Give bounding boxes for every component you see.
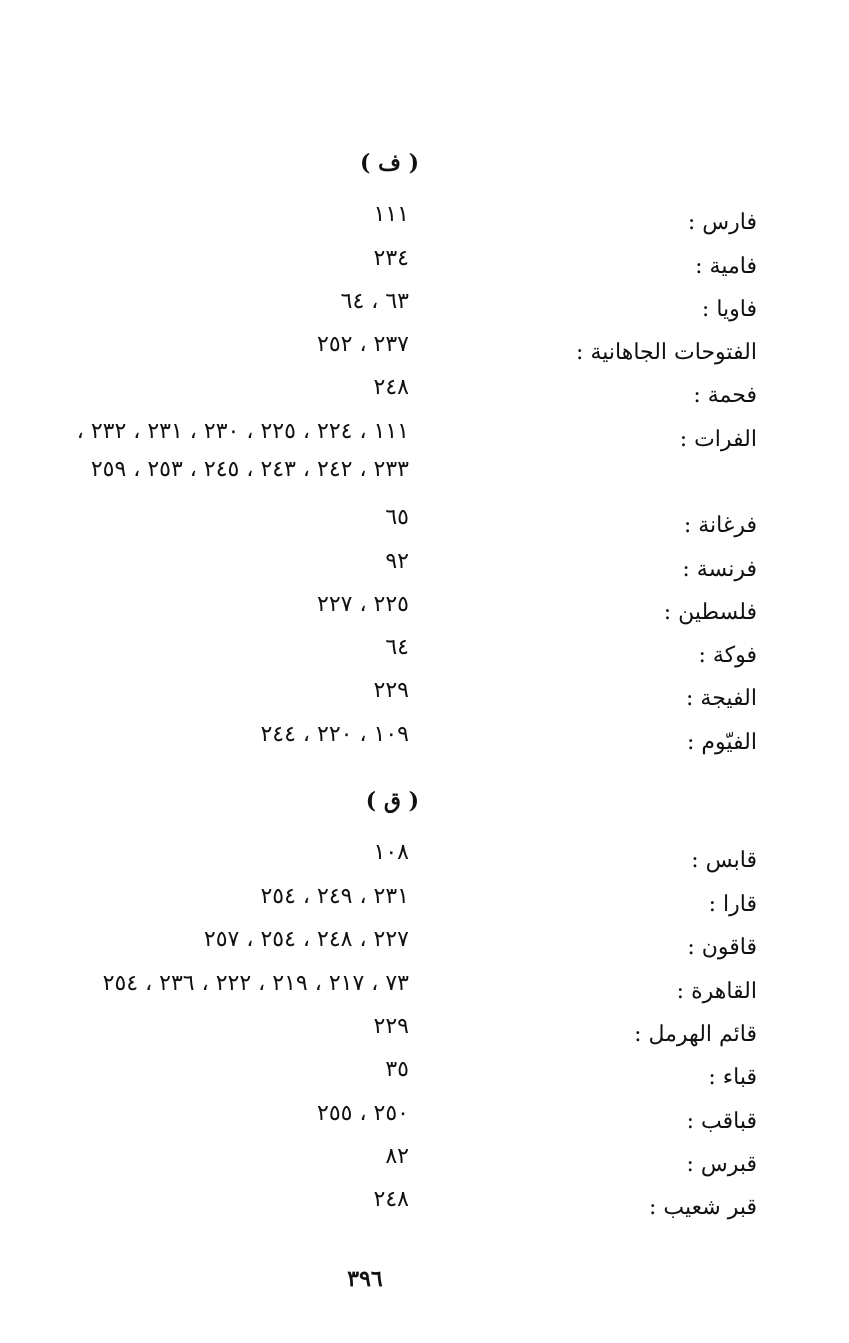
place-name: الفتوحات الجاهانية :: [576, 340, 757, 365]
place-name: قاقون :: [687, 935, 757, 960]
index-entry: [0, 678, 849, 716]
page-refs: ٧٣ ، ٢١٧ ، ٢١٩ ، ٢٢٢ ، ٢٣٦ ، ٢٥٤: [102, 971, 409, 996]
place-name: قبرس :: [686, 1152, 757, 1177]
section-heading-qaf: ( ق ): [365, 788, 419, 814]
index-entry: [0, 722, 849, 760]
place-name: فحمة :: [693, 383, 757, 408]
page-refs: ١١١ ، ٢٢٤ ، ٢٢٥ ، ٢٣٠ ، ٢٣١ ، ٢٣٢ ،: [76, 419, 409, 444]
place-name: فامية :: [695, 254, 757, 279]
page-refs: ٢٣٤: [373, 246, 409, 271]
place-name: فاويا :: [701, 297, 757, 322]
page-refs: ١٠٨: [373, 840, 409, 865]
index-entry: [0, 927, 849, 965]
place-name: قابس :: [691, 848, 757, 873]
page-refs: ٢٢٧ ، ٢٤٨ ، ٢٥٤ ، ٢٥٧: [203, 927, 409, 952]
index-entry: [0, 1144, 849, 1182]
place-name: قباقب :: [686, 1109, 757, 1134]
page-refs: ٢٤٨: [373, 375, 409, 400]
index-entry: [0, 1187, 849, 1225]
index-entry: [0, 635, 849, 673]
index-entry: [0, 332, 849, 370]
page-refs: ١٠٩ ، ٢٢٠ ، ٢٤٤: [260, 722, 409, 747]
index-entry: [0, 1057, 849, 1095]
page-refs: ٢٥٠ ، ٢٥٥: [317, 1101, 409, 1126]
place-name: فرنسة :: [682, 557, 757, 582]
page-refs: ٢٣٧ ، ٢٥٢: [317, 332, 409, 357]
index-entry: [0, 289, 849, 327]
place-name: قارا :: [708, 892, 757, 917]
place-name: القاهرة :: [676, 979, 757, 1004]
page-refs: ٩٢: [385, 549, 409, 574]
page-refs: ١١١: [373, 202, 409, 227]
page-refs: ٢٢٥ ، ٢٢٧: [317, 592, 409, 617]
place-name: الفرات :: [679, 427, 757, 452]
index-entry: [0, 375, 849, 413]
place-name: قبر شعيب :: [649, 1195, 757, 1220]
page-number: ٣٩٦: [347, 1266, 383, 1292]
place-name: فارس :: [687, 210, 757, 235]
index-entry: [0, 419, 849, 482]
index-entry: [0, 1014, 849, 1052]
place-name: الفيّوم :: [687, 730, 757, 755]
page-refs: ٦٥: [385, 505, 409, 530]
place-name: قباء :: [708, 1065, 757, 1090]
index-entry: [0, 840, 849, 878]
place-name: قائم الهرمل :: [634, 1022, 757, 1047]
page-refs: ٢٣١ ، ٢٤٩ ، ٢٥٤: [260, 884, 409, 909]
page-refs: ٦٣ ، ٦٤: [340, 289, 409, 314]
index-entry: [0, 971, 849, 1009]
page-refs: ٦٤: [385, 635, 409, 660]
index-entry: [0, 592, 849, 630]
page-refs: ٢٤٨: [373, 1187, 409, 1212]
place-name: الفيجة :: [686, 686, 757, 711]
place-name: فوكة :: [698, 643, 757, 668]
index-entry: [0, 246, 849, 284]
index-entry: [0, 1101, 849, 1139]
page-refs: ٣٥: [385, 1057, 409, 1082]
page-refs: ٢٢٩: [373, 678, 409, 703]
index-entry: [0, 549, 849, 587]
page-refs: ٢٢٩: [373, 1014, 409, 1039]
index-entry: [0, 505, 849, 543]
place-name: فلسطين :: [663, 600, 757, 625]
page-refs: ٨٢: [385, 1144, 409, 1169]
index-entry: [0, 202, 849, 240]
section-heading-fa: ( ف ): [360, 150, 419, 176]
page-refs-continued: ٢٣٣ ، ٢٤٢ ، ٢٤٣ ، ٢٤٥ ، ٢٥٣ ، ٢٥٩: [90, 457, 409, 482]
place-name: فرغانة :: [683, 513, 757, 538]
index-entry: [0, 884, 849, 922]
